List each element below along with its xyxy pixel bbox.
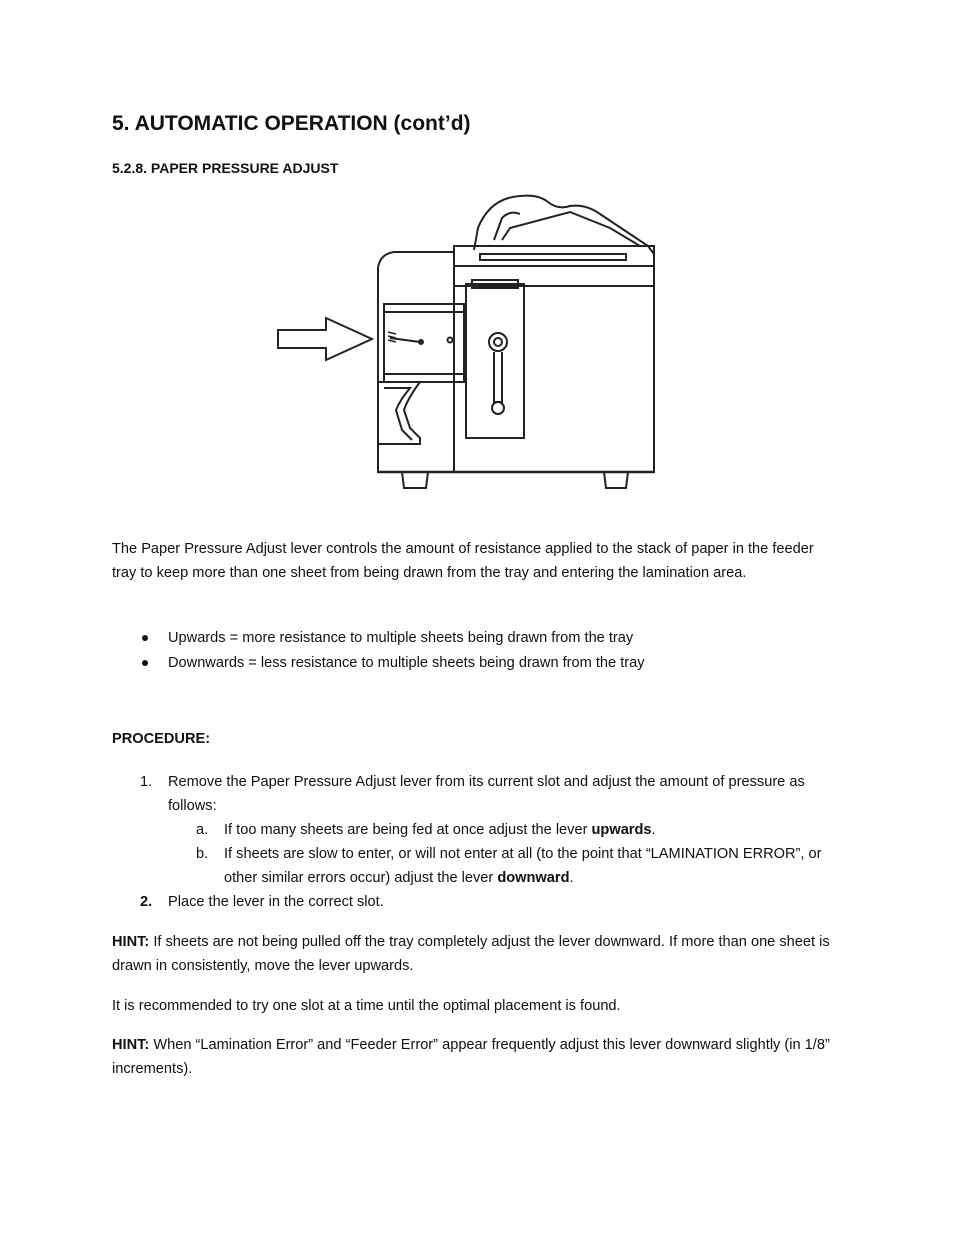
hint-paragraph-2: HINT: When “Lamination Error” and “Feeder Error” appear frequently adjust this lever downward slightly (in 1/8” increments).: [112, 1037, 830, 1077]
laminator-side-view-icon: [270, 188, 670, 498]
page-title: 5. AUTOMATIC OPERATION (cont’d): [112, 112, 471, 135]
recommendation-paragraph: It is recommended to try one slot at a time until the optimal placement is found.: [112, 998, 621, 1014]
laminator-diagram: [270, 188, 670, 498]
step-1a: a. If too many sheets are being fed at once adjust the lever upwards.: [196, 822, 656, 838]
procedure-steps: [112, 770, 842, 914]
step-1b: b. If sheets are slow to enter, or will not enter at all (to the point that “LAMINATION ERROR”, or other similar errors occur) adjust the lever downward.: [196, 846, 822, 886]
list-item: Downwards = less resistance to multiple sheets being drawn from the tray: [112, 651, 842, 676]
bullet-list: [112, 626, 842, 676]
list-item: Upwards = more resistance to multiple sheets being drawn from the tray: [112, 626, 842, 651]
intro-paragraph: The Paper Pressure Adjust lever controls the amount of resistance applied to the stack of paper in the feeder tray to keep more than one sheet from being drawn from the tray and entering the lamination area.: [112, 541, 814, 581]
section-title: 5.2.8. PAPER PRESSURE ADJUST: [112, 160, 339, 176]
hint-paragraph-1: HINT: If sheets are not being pulled off the tray completely adjust the lever downward. If more than one sheet is drawn in consistently, move the lever upwards.: [112, 934, 830, 974]
arrow-icon: [278, 318, 372, 360]
bullet-icon: [142, 660, 148, 666]
step-2: 2. Place the lever in the correct slot.: [140, 894, 384, 910]
step-1: 1. Remove the Paper Pressure Adjust lever from its current slot and adjust the amount of pressure as follows:: [140, 774, 805, 814]
bullet-icon: [142, 635, 148, 641]
procedure-title: PROCEDURE:: [112, 731, 211, 747]
